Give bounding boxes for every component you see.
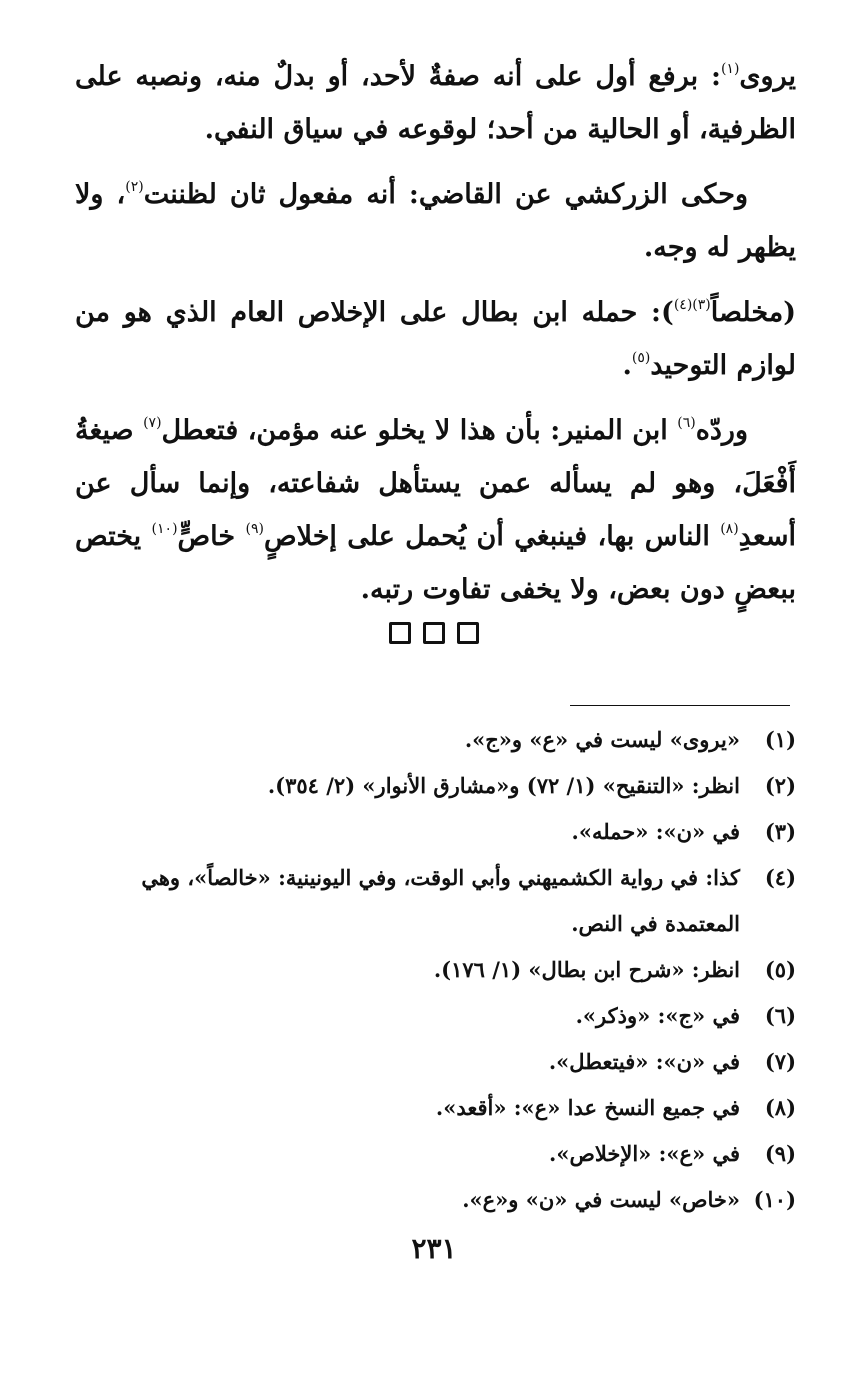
text-span: وحكى الزركشي عن القاضي: أنه مفعول ثان لظننت bbox=[143, 179, 748, 210]
footnote-item bbox=[80, 1177, 796, 1223]
footnote-number: (١) bbox=[764, 727, 796, 752]
paragraph-1 bbox=[75, 50, 796, 156]
footnote-number: (٣) bbox=[764, 819, 796, 844]
footnote-ref-9[interactable]: (٩) bbox=[245, 521, 264, 537]
page-number: ٢٣١ bbox=[411, 1232, 457, 1265]
footnote-text: في «ع»: «الإخلاص». bbox=[549, 1141, 740, 1166]
footnote-ref-2[interactable]: (٢) bbox=[125, 179, 144, 195]
footnote-text: في «ج»: «وذكر». bbox=[575, 1003, 740, 1028]
footnote-text: في جميع النسخ عدا «ع»: «أقعد». bbox=[435, 1095, 740, 1120]
footnote-ref-6[interactable]: (٦) bbox=[677, 415, 696, 431]
paragraph-4 bbox=[75, 404, 796, 616]
footnote-number: (٨) bbox=[764, 1095, 796, 1120]
text-span: ابن المنير: بأن هذا لا يخلو عنه مؤمن، فتعطل bbox=[161, 415, 678, 446]
footnote-item bbox=[80, 763, 796, 809]
text-span: يروى bbox=[739, 61, 796, 92]
footnote-separator bbox=[570, 705, 790, 706]
footnote-item bbox=[80, 855, 796, 947]
section-divider-ornament bbox=[0, 622, 868, 644]
text-span: الناس بها، فينبغي أن يُحمل على إخلاصٍ bbox=[263, 521, 721, 552]
footnote-number: (٩) bbox=[764, 1141, 796, 1166]
square-ornament-icon bbox=[457, 622, 479, 644]
footnote-text: في «ن»: «فيتعطل». bbox=[548, 1049, 740, 1074]
footnote-number: (١٠) bbox=[753, 1187, 796, 1212]
footnotes bbox=[80, 717, 796, 1223]
footnote-ref-3[interactable]: (٣) bbox=[692, 297, 711, 313]
footnote-number: (٤) bbox=[764, 865, 796, 890]
text-span: : حمله ابن بطال على الإخلاص العام الذي هو من لوازم التوحيد bbox=[75, 297, 796, 381]
footnote-item bbox=[80, 947, 796, 993]
footnote-ref-10[interactable]: (١٠) bbox=[151, 521, 178, 537]
text-span: خاصٍّ bbox=[177, 521, 246, 552]
square-ornament-icon bbox=[423, 622, 445, 644]
footnote-number: (٦) bbox=[764, 1003, 796, 1028]
footnote-text: «خاص» ليست في «ن» و«ع». bbox=[462, 1187, 740, 1212]
footnote-number: (٢) bbox=[764, 773, 796, 798]
footnote-ref-5[interactable]: (٥) bbox=[631, 350, 651, 366]
footnote-item bbox=[80, 1039, 796, 1085]
footnote-text: «يروى» ليست في «ع» و«ج». bbox=[464, 727, 740, 752]
main-text bbox=[75, 50, 796, 616]
footnote-number: (٥) bbox=[764, 957, 796, 982]
footnote-number: (٧) bbox=[764, 1049, 796, 1074]
footnote-item bbox=[80, 993, 796, 1039]
paragraph-3 bbox=[75, 286, 796, 392]
footnote-item bbox=[80, 717, 796, 763]
paragraph-2 bbox=[75, 168, 796, 274]
square-ornament-icon bbox=[389, 622, 411, 644]
footnote-ref-8[interactable]: (٨) bbox=[720, 521, 739, 537]
footnote-item bbox=[80, 809, 796, 855]
text-span: ، ولا يظهر له وجه. bbox=[75, 179, 796, 263]
footnote-item bbox=[80, 1085, 796, 1131]
text-span: صيغةُ أَفْعَلَ، وهو لم يسأله عمن يستأهل شفاعته، وإنما سأل عن أسعدِ bbox=[75, 415, 796, 552]
lemma-heading: (مخلصاً bbox=[710, 297, 796, 328]
footnote-item bbox=[80, 1131, 796, 1177]
footnote-text: انظر: «التنقيح» (١/ ٧٢) و«مشارق الأنوار» (٢/ ٣٥٤). bbox=[267, 773, 740, 798]
footnote-ref-7[interactable]: (٧) bbox=[143, 415, 162, 431]
text-span: : برفع أول على أنه صفةٌ لأحد، أو بدلٌ منه، ونصبه على الظرفية، أو الحالية من أحد؛ لوقوعه في سياق النفي. bbox=[75, 61, 796, 145]
text-span: يختص ببعضٍ دون بعض، ولا يخفى تفاوت رتبه. bbox=[75, 521, 796, 605]
footnote-text: في «ن»: «حمله». bbox=[571, 819, 740, 844]
footnote-text: كذا: في رواية الكشميهني وأبي الوقت، وفي اليونينية: «خالصاً»، وهي المعتمدة في النص. bbox=[141, 865, 740, 936]
footnote-ref-4[interactable]: (٤) bbox=[673, 297, 693, 313]
text-span: . bbox=[622, 350, 632, 381]
footnote-text: انظر: «شرح ابن بطال» (١/ ١٧٦). bbox=[433, 957, 740, 982]
text-span: وردّه bbox=[695, 415, 748, 446]
lemma-close: ) bbox=[661, 297, 674, 328]
footnote-ref-1[interactable]: (١) bbox=[720, 61, 740, 77]
